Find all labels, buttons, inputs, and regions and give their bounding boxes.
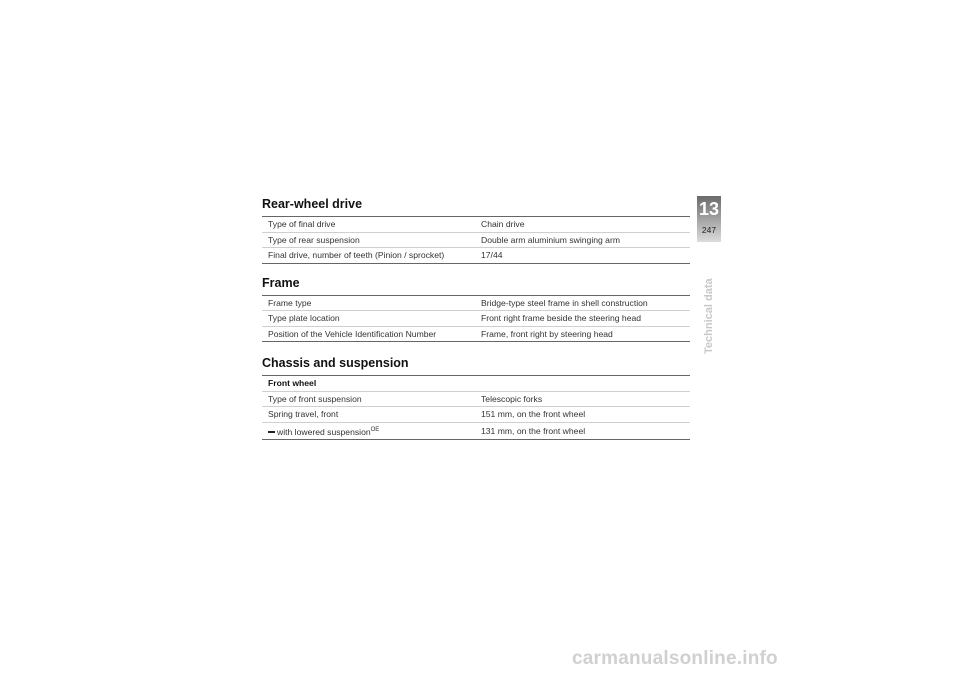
- spec-label: Type plate location: [262, 311, 475, 327]
- spec-value: Telescopic forks: [475, 391, 690, 407]
- spec-label: Position of the Vehicle Identification Number: [262, 326, 475, 342]
- spec-value: Chain drive: [475, 217, 690, 233]
- spec-table-rear-wheel-drive: [262, 216, 690, 264]
- spec-label: Spring travel, front: [262, 407, 475, 423]
- option-superscript: OE: [370, 426, 380, 433]
- page-number: 247: [701, 225, 717, 235]
- spec-label: Final drive, number of teeth (Pinion / sprocket): [262, 248, 475, 264]
- spec-label: Type of rear suspension: [262, 232, 475, 248]
- table-row: [262, 232, 690, 248]
- spec-value: Double arm aluminium swinging arm: [475, 232, 690, 248]
- spec-label: Type of final drive: [262, 217, 475, 233]
- table-row: [262, 295, 690, 311]
- table-row: [262, 311, 690, 327]
- chapter-tab: [697, 196, 721, 242]
- spec-label: Frame type: [262, 295, 475, 311]
- watermark: carmanualsonline.info: [572, 648, 778, 669]
- spec-table-frame: [262, 295, 690, 343]
- table-row: [262, 376, 690, 392]
- section-title-rear-wheel-drive: Rear-wheel drive: [262, 197, 363, 211]
- spec-label: Type of front suspension: [262, 391, 475, 407]
- spec-label: with lowered suspension: [277, 426, 371, 437]
- spec-table-chassis: [262, 375, 690, 440]
- spec-value: Bridge-type steel frame in shell construction: [475, 295, 690, 311]
- chapter-side-label: Technical data: [703, 278, 715, 354]
- table-row: [262, 217, 690, 233]
- table-row: [262, 407, 690, 423]
- section-title-chassis-and-suspension: Chassis and suspension: [262, 356, 409, 370]
- table-row: [262, 422, 690, 440]
- table-row: [262, 326, 690, 342]
- spec-label-with-option: [262, 422, 475, 440]
- table-row: [262, 391, 690, 407]
- table-row: [262, 248, 690, 264]
- manual-content: [262, 196, 690, 440]
- spec-subheading: Front wheel: [262, 376, 690, 392]
- spec-value: Front right frame beside the steering head: [475, 311, 690, 327]
- dash-icon: [268, 431, 275, 433]
- spec-value: 17/44: [475, 248, 690, 264]
- spec-value: 151 mm, on the front wheel: [475, 407, 690, 423]
- spec-value: 131 mm, on the front wheel: [475, 422, 690, 440]
- chapter-number: 13: [698, 199, 720, 219]
- spec-value: Frame, front right by steering head: [475, 326, 690, 342]
- section-title-frame: Frame: [262, 275, 300, 290]
